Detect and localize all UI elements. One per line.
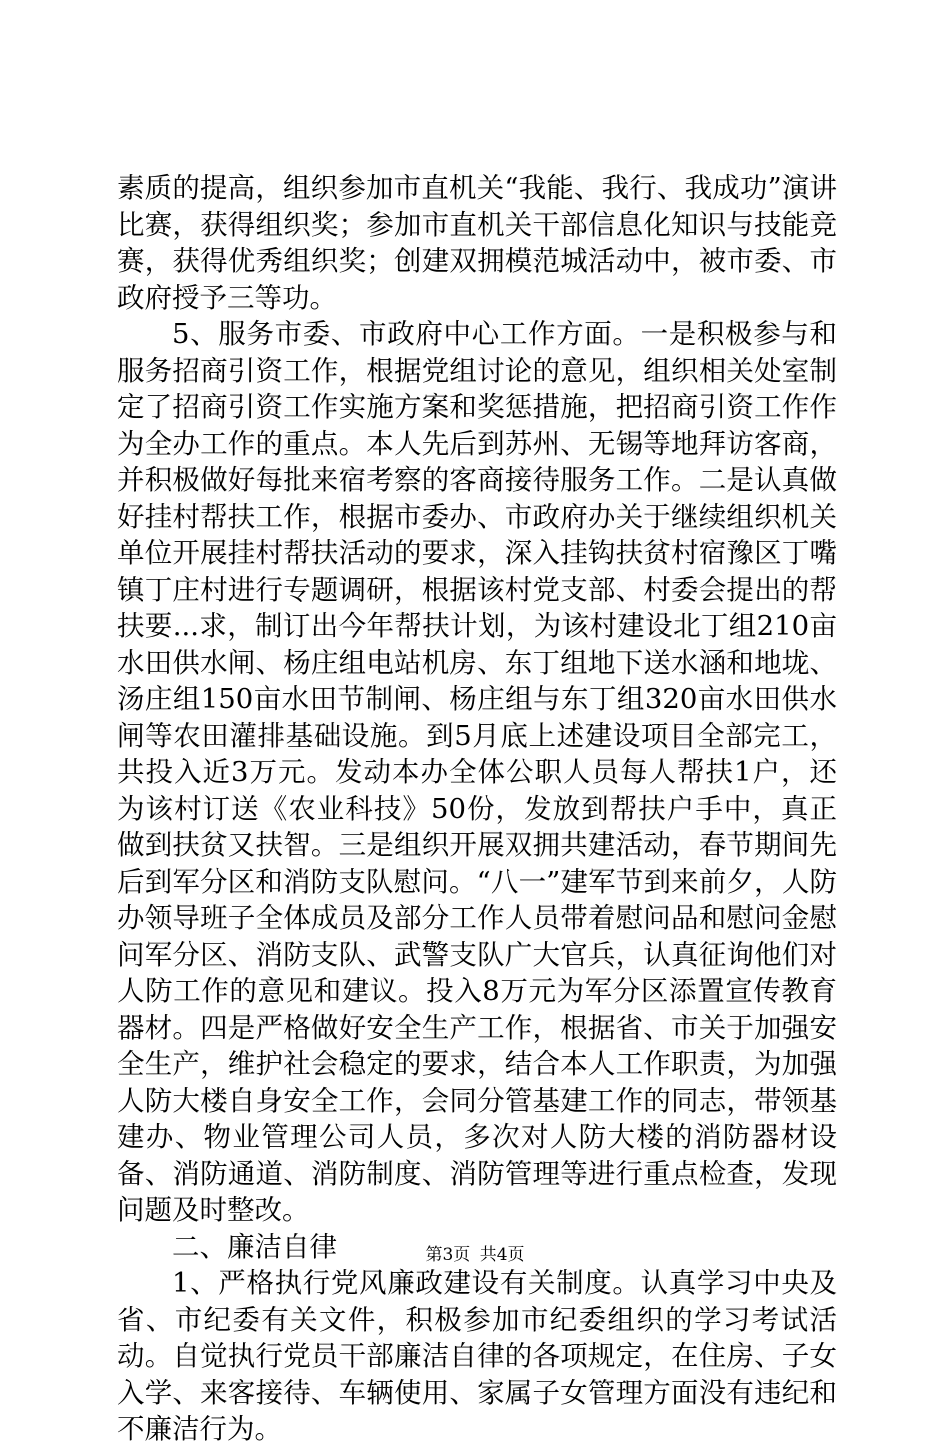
paragraph-service-work: 5、服务市委、市政府中心工作方面。一是积极参与和服务招商引资工作，根据党组讨论的意见，组织相关处室制定了招商引资工作实施方案和奖惩措施，把招商引资工作作为全办工作的重点。本人先后到苏州、无锡等地拜访客商，并积极做好每批来宿考察的客商接待服务工作。二是认真做好挂村帮扶工作，根据市委办、市政府办关于继续组织机关单位开展挂村帮扶活动的要求，深入挂钩扶贫村宿豫区丁嘴镇丁庄村进行专题调研，根据该村党支部、村委会提出的帮扶要...求，制订出今年帮扶计划，为该村建设北丁组210亩水田供水闸、杨庄组电站机房、东丁组地下送水涵和地垅、汤庄组150亩水田节制闸、杨庄组与东丁组320亩水田供水闸等农田灌排基础设施。到5月底上述建设项目全部完工，共投入近3万元。发动本办全体公职人员每人帮扶1户，还为该村订送《农业科技》50份，发放到帮扶户手中，真正做到扶贫又扶智。三是组织开展双拥共建活动，春节期间先后到军分区和消防支队慰问。“八一”建军节到来前夕，人防办领导班子全体成员及部分工作人员带着慰问品和慰问金慰问军分区、消防支队、武警支队广大官兵，认真征询他们对人防工作的意见和建议。投入8万元为军分区添置宣传教育器材。四是严格做好安全生产工作，根据省、市关于加强安全生产，维护社会稳定的要求，结合本人工作职责，为加强人防大楼自身安全工作，会同分管基建工作的同志，带领基建办、物业管理公司人员，多次对人防大楼的消防器材设备、消防通道、消防制度、消防管理等进行重点检查，发现问题及时整改。 <box>117 318 837 1226</box>
page-total: 共4页 <box>479 1245 525 1265</box>
page-footer <box>0 1240 950 1265</box>
section-heading-integrity: 二、廉洁自律 <box>172 1230 337 1263</box>
page-number: 第3页 <box>425 1245 471 1265</box>
paragraph-integrity-rules: 1、严格执行党风廉政建设有关制度。认真学习中央及省、市纪委有关文件，积极参加市纪委组织的学习考试活动。自觉执行党员干部廉洁自律的各项规定，在住房、子女入学、来客接待、车辆使用、家属子女管理方面没有违纪和不廉洁行为。 <box>117 1267 837 1445</box>
paragraph-continuation: 素质的提高，组织参加市直机关“我能、我行、我成功”演讲比赛，获得组织奖；参加市直机关干部信息化知识与技能竞赛，获得优秀组织奖；创建双拥模范城活动中，被市委、市政府授予三等功。 <box>117 172 837 314</box>
